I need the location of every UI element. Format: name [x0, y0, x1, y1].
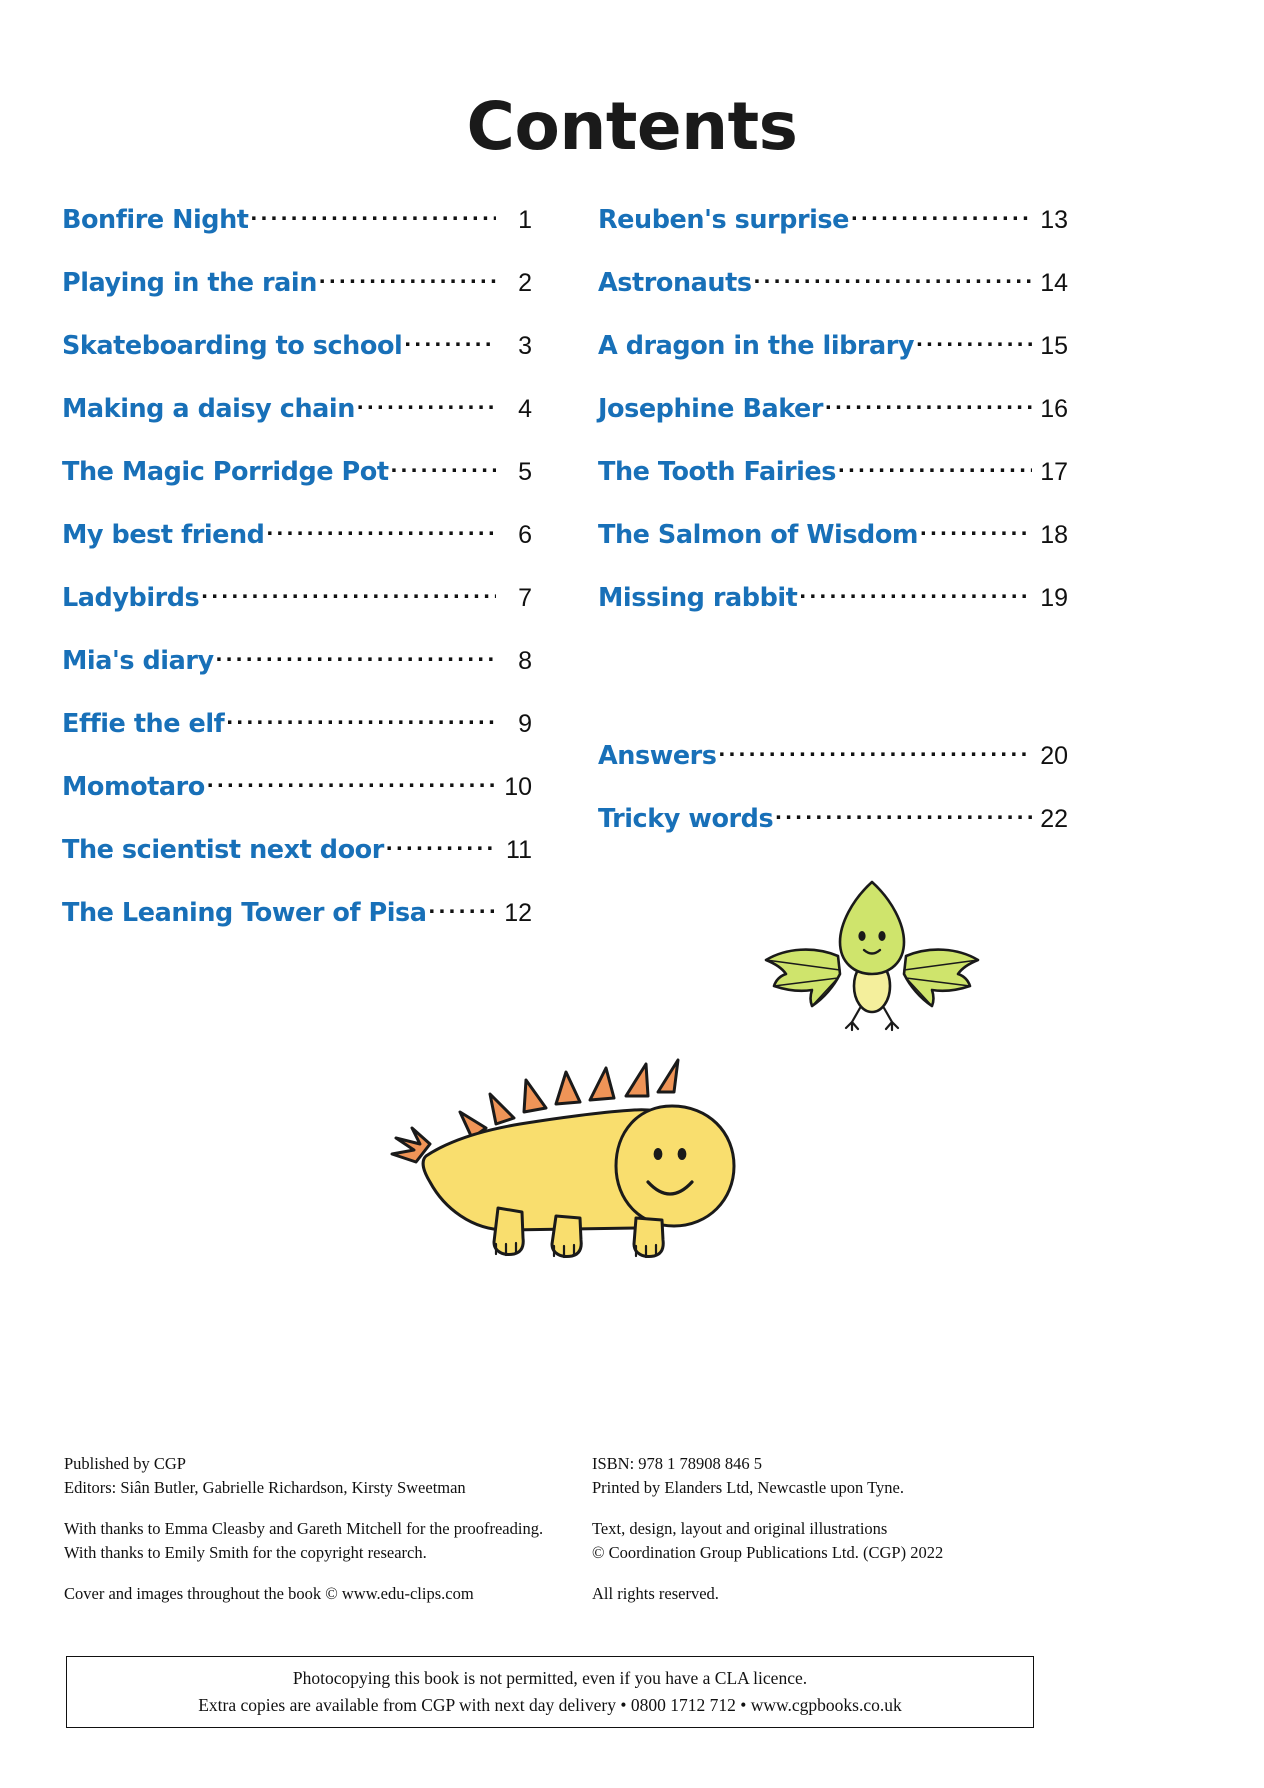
- column-gap: [598, 709, 1068, 741]
- toc-entry-page: 17: [1040, 458, 1068, 486]
- toc-entry-page: 18: [1040, 521, 1068, 549]
- dragonfly-illustration: [752, 868, 992, 1048]
- toc-entry[interactable]: [62, 457, 532, 520]
- toc-entry-title: Mia's diary: [62, 646, 214, 676]
- toc-entry[interactable]: [598, 583, 1068, 646]
- toc-entry-title: Momotaro: [62, 772, 205, 802]
- toc-entry[interactable]: [598, 457, 1068, 520]
- toc-entry-title: The Leaning Tower of Pisa: [62, 898, 427, 928]
- toc-leader-dots: [775, 811, 1032, 827]
- toc-entry-page: 15: [1040, 332, 1068, 360]
- contents-left-column: [62, 205, 532, 961]
- toc-entry-title: The Magic Porridge Pot: [62, 457, 389, 487]
- toc-entry[interactable]: [62, 205, 532, 268]
- toc-entry-page: 4: [518, 395, 532, 423]
- cover-credit-block: [64, 1582, 584, 1606]
- toc-entry[interactable]: [62, 898, 532, 961]
- toc-entry-title: Missing rabbit: [598, 583, 798, 613]
- toc-entry[interactable]: [62, 520, 532, 583]
- toc-entry-title: Effie the elf: [62, 709, 225, 739]
- toc-leader-dots: [404, 338, 496, 354]
- printed-by-line: Printed by Elanders Ltd, Newcastle upon Tyne.: [592, 1477, 904, 1497]
- photocopying-notice-box: [66, 1656, 1034, 1728]
- toc-leader-dots: [266, 527, 496, 543]
- toc-entry-page: 2: [518, 269, 532, 297]
- toc-entry-page: 9: [518, 710, 532, 738]
- notice-line-1: Photocopying this book is not permitted, even if you have a CLA licence.: [292, 1667, 808, 1688]
- column-gap: [598, 646, 1068, 709]
- toc-entry-title: The scientist next door: [62, 835, 384, 865]
- toc-entry[interactable]: [62, 331, 532, 394]
- toc-leader-dots: [799, 590, 1032, 606]
- thanks-block: [64, 1517, 584, 1565]
- publisher-line: Published by CGP: [64, 1454, 186, 1473]
- toc-entry-title: Reuben's surprise: [598, 205, 849, 235]
- toc-entry[interactable]: [598, 268, 1068, 331]
- toc-entry[interactable]: [62, 268, 532, 331]
- imprint-section: [0, 1452, 1264, 1632]
- publisher-block: [64, 1452, 584, 1500]
- thanks-copyright-research-line: With thanks to Emily Smith for the copyright research.: [64, 1542, 427, 1562]
- toc-entry-page: 6: [518, 521, 532, 549]
- toc-entry-title: The Salmon of Wisdom: [598, 520, 919, 550]
- toc-entry[interactable]: [62, 835, 532, 898]
- isbn-block: [592, 1452, 1112, 1500]
- toc-entry-page: 1: [518, 206, 532, 234]
- toc-entry-title: Skateboarding to school: [62, 331, 403, 361]
- toc-entry-title: Making a daisy chain: [62, 394, 355, 424]
- toc-leader-dots: [357, 401, 496, 417]
- isbn-line: ISBN: 978 1 78908 846 5: [592, 1454, 763, 1473]
- stegosaurus-illustration: [386, 1030, 756, 1260]
- toc-entry-page: 14: [1040, 269, 1068, 297]
- thanks-proofreading-line: With thanks to Emma Cleasby and Gareth Mitchell for the proofreading.: [64, 1518, 544, 1538]
- toc-leader-dots: [207, 779, 496, 795]
- notice-line-2: Extra copies are available from CGP with next day delivery • 0800 1712 712 • www.cgpbooks.co.uk: [198, 1695, 902, 1715]
- toc-entry-page: 19: [1040, 584, 1068, 612]
- toc-entry-title: Ladybirds: [62, 583, 200, 613]
- toc-entry-page: 13: [1040, 206, 1068, 234]
- toc-entry[interactable]: [598, 520, 1068, 583]
- contents-list: [0, 205, 1264, 985]
- toc-leader-dots: [386, 842, 496, 858]
- copyright-block: [592, 1517, 1112, 1565]
- toc-entry-title: Answers: [598, 741, 717, 771]
- toc-entry-page: 10: [504, 773, 532, 801]
- toc-entry[interactable]: [598, 331, 1068, 394]
- toc-entry-page: 8: [518, 647, 532, 675]
- toc-leader-dots: [851, 212, 1032, 228]
- toc-leader-dots: [825, 401, 1032, 417]
- editors-line: Editors: Siân Butler, Gabrielle Richardson, Kirsty Sweetman: [64, 1477, 466, 1497]
- toc-entry-tricky-words[interactable]: [598, 804, 1068, 867]
- toc-leader-dots: [838, 464, 1032, 480]
- toc-entry-page: 22: [1040, 805, 1068, 833]
- toc-leader-dots: [719, 748, 1032, 764]
- toc-entry[interactable]: [62, 709, 532, 772]
- toc-entry-title: A dragon in the library: [598, 331, 915, 361]
- toc-entry-title: My best friend: [62, 520, 265, 550]
- toc-entry-title: Tricky words: [598, 804, 774, 834]
- toc-leader-dots: [391, 464, 496, 480]
- rights-block: [592, 1582, 1112, 1606]
- toc-entry[interactable]: [598, 394, 1068, 457]
- toc-leader-dots: [429, 905, 496, 921]
- toc-entry-title: Bonfire Night: [62, 205, 249, 235]
- toc-entry-title: Playing in the rain: [62, 268, 317, 298]
- copyright-line-1: Text, design, layout and original illustrations: [592, 1518, 888, 1538]
- toc-entry[interactable]: [598, 205, 1068, 268]
- toc-leader-dots: [920, 527, 1032, 543]
- toc-leader-dots: [201, 590, 496, 606]
- toc-entry-page: 5: [518, 458, 532, 486]
- toc-entry-page: 16: [1040, 395, 1068, 423]
- toc-entry-page: 7: [518, 584, 532, 612]
- toc-entry-page: 11: [506, 836, 532, 864]
- toc-entry-title: Josephine Baker: [598, 394, 823, 424]
- toc-entry-answers[interactable]: [598, 741, 1068, 804]
- imprint-right-column: [592, 1452, 1112, 1606]
- toc-entry[interactable]: [62, 646, 532, 709]
- toc-entry-page: 20: [1040, 742, 1068, 770]
- toc-leader-dots: [251, 212, 496, 228]
- contents-right-column: [598, 205, 1068, 867]
- cover-credit-line: Cover and images throughout the book © www.edu-clips.com: [64, 1583, 474, 1603]
- toc-entry-title: Astronauts: [598, 268, 752, 298]
- toc-entry[interactable]: [62, 772, 532, 835]
- toc-leader-dots: [916, 338, 1032, 354]
- copyright-line-2: © Coordination Group Publications Ltd. (CGP) 2022: [592, 1542, 944, 1562]
- imprint-left-column: [64, 1452, 584, 1606]
- toc-entry-page: 12: [504, 899, 532, 927]
- page-title: Contents: [466, 88, 798, 165]
- all-rights-reserved-line: All rights reserved.: [592, 1583, 719, 1603]
- toc-entry-title: The Tooth Fairies: [598, 457, 836, 487]
- toc-entry[interactable]: [62, 583, 532, 646]
- toc-leader-dots: [216, 653, 496, 669]
- toc-leader-dots: [319, 275, 496, 291]
- toc-leader-dots: [754, 275, 1032, 291]
- toc-entry-page: 3: [518, 332, 532, 360]
- toc-entry[interactable]: [62, 394, 532, 457]
- toc-leader-dots: [226, 716, 496, 732]
